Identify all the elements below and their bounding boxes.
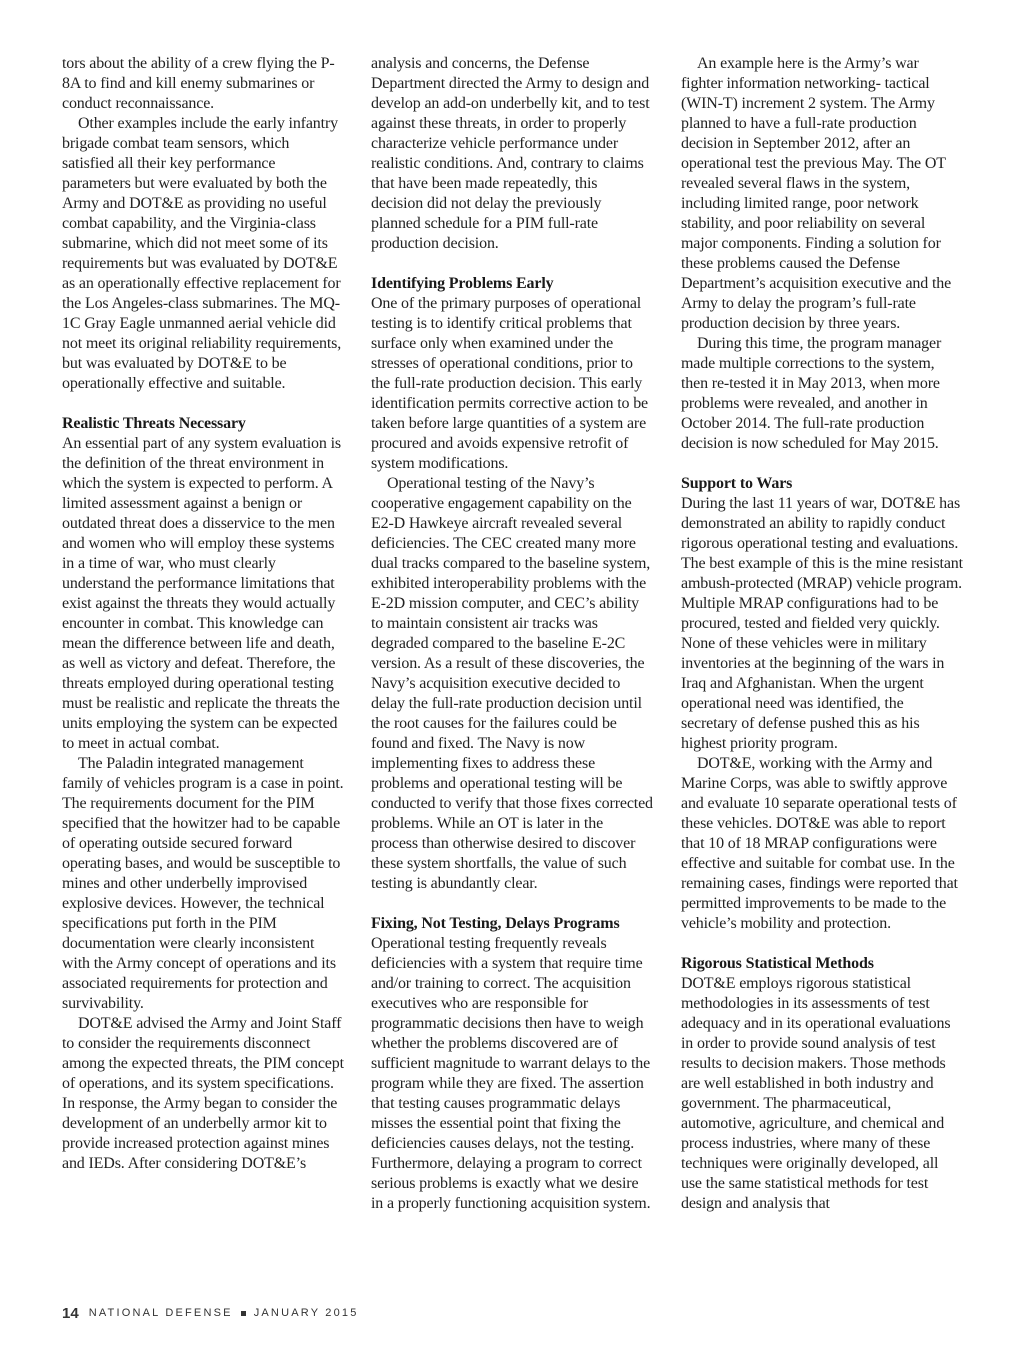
paragraph: An example here is the Army’s war fighter information networking- tactical (WIN-T) increment 2 system. The Army planned to have a full-rate production decision in September 2012, after an operational test the previous May. The OT revealed several flaws in the system, including limited range, poor network stability, and poor reliability on several major components. Finding a solution for these problems caused the Defense Department’s acquisition executive and the Army to delay the program’s full-rate production decision by three years.	[681, 55, 952, 332]
text-column-2	[371, 54, 653, 1214]
text-column-3	[681, 54, 963, 1214]
page-footer	[62, 1302, 359, 1324]
paragraph: DOT&E advised the Army and Joint Staff to consider the requirements disconnect among the expected threats, the PIM concept of operations, and its system specifications. In response, the Army began to consider the development of an underbelly armor kit to provide increased protection against mines and IEDs. After considering DOT&E’s	[62, 1015, 344, 1172]
square-bullet-icon	[241, 1311, 246, 1316]
paragraph: During the last 11 years of war, DOT&E has demonstrated an ability to rapidly conduct rigorous operational testing and evaluations. The best example of this is the mine resistant ambush-protected (MRAP) vehicle program. Multiple MRAP configurations had to be procured, tested and fielded very quickly. None of these vehicles were in military inventories at the beginning of the wars in Iraq and Afghanistan. When the urgent operational need was identified, the secretary of defense pushed this as his highest priority program.	[681, 495, 963, 752]
section-heading: Rigorous Statistical Methods	[681, 955, 874, 972]
paragraph: The Paladin integrated management family of vehicles program is a case in point. The requirements document for the PIM specified that the howitzer had to be capable of operating outside secured forward operating bases, and would be susceptible to mines and other underbelly improvised explosive devices. However, the technical specifications put forth in the PIM documentation were clearly inconsistent with the Army concept of operations and its associated requirements for protection and survivability.	[62, 755, 344, 1012]
page-number: 14	[62, 1304, 79, 1322]
section-heading: Fixing, Not Testing, Delays Programs	[371, 915, 620, 932]
paragraph: Other examples include the early infantry brigade combat team sensors, which satisfied all their key performance parameters but were evaluated by both the Army and DOT&E as providing no useful combat capability, and the Virginia-class submarine, which did not meet some of its requirements but was evaluated by DOT&E as an operationally effective replacement for the Los Angeles-class submarines. The MQ-1C Gray Eagle unmanned aerial vehicle did not meet its original reliability requirements, but was evaluated by DOT&E to be operationally effective and suitable.	[62, 115, 342, 392]
section-heading: Support to Wars	[681, 475, 793, 492]
section-heading: Realistic Threats Necessary	[62, 415, 246, 432]
section-heading: Identifying Problems Early	[371, 275, 554, 292]
paragraph: DOT&E employs rigorous statistical methodologies in its assessments of test adequacy and in its operational evaluations in order to provide sound analysis of test results to decision makers. Those methods are well established in both industry and government. The pharmaceutical, automotive, agriculture, and chemical and process industries, where many of these techniques were originally developed, all use the same statistical methods for test design and analysis that	[681, 975, 951, 1212]
paragraph: Operational testing of the Navy’s cooperative engagement capability on the E2-D Hawkeye aircraft revealed several deficiencies. The CEC created many more dual tracks compared to the baseline system, exhibited interoperability problems with the E-2D mission computer, and CEC’s ability to maintain consistent air tracks was degraded compared to the baseline E-2C version. As a result of these discoveries, the Navy’s acquisition executive decided to delay the full-rate production decision until the root causes for the failures could be found and fixed. The Navy is now implementing fixes to address these problems and operational testing will be conducted to verify that those fixes corrected problems. While an OT is later in the process than otherwise desired to discover these system shortfalls, the value of such testing is abundantly clear.	[371, 475, 653, 892]
paragraph: An essential part of any system evaluation is the definition of the threat environment in which the system is expected to perform. A limited assessment against a benign or outdated threat does a disservice to the men and women who will employ these systems in a time of war, who must clearly understand the performance limitations that exist against the threats they would actually encounter in combat. This knowledge can mean the difference between life and death, as well as victory and defeat. Therefore, the threats employed during operational testing must be realistic and replicate the threats the units employing the system can be expected to meet in actual combat.	[62, 435, 341, 752]
issue-date: JANUARY 2015	[253, 1307, 359, 1319]
paragraph: Operational testing frequently reveals deficiencies with a system that require time and/or training to correct. The acquisition executives who are responsible for programmatic decisions then have to weigh whether the problems discovered are of sufficient magnitude to warrant delays to the program while they are fixed. The assertion that testing causes programmatic delays misses the essential point that fixing the deficiencies causes delays, not the testing. Furthermore, delaying a program to correct serious problems is exactly what we desire in a properly functioning acquisition system.	[371, 935, 651, 1212]
paragraph: One of the primary purposes of operational testing is to identify critical problems that surface only when examined under the stresses of operational conditions, prior to the full-rate production decision. This early identification permits corrective action to be taken before large quantities of a system are procured and avoids expensive retrofit of system modifications.	[371, 295, 648, 472]
paragraph: analysis and concerns, the Defense Department directed the Army to design and develop an add-on underbelly kit, and to test against these threats, in order to properly characterize vehicle performance under realistic conditions. And, contrary to claims that have been made repeatedly, this decision did not delay the previously planned schedule for a PIM full-rate production decision.	[371, 55, 650, 252]
text-column-1	[62, 54, 344, 1174]
paragraph: tors about the ability of a crew flying the P-8A to find and kill enemy submarines or conduct reconnaissance.	[62, 55, 335, 112]
paragraph: During this time, the program manager made multiple corrections to the system, then re-tested it in May 2013, when more problems were revealed, and another in October 2014. The full-rate production decision is now scheduled for May 2015.	[681, 335, 942, 452]
publication-name: NATIONAL DEFENSE	[88, 1307, 233, 1319]
paragraph: DOT&E, working with the Army and Marine Corps, was able to swiftly approve and evaluate 10 separate operational tests of these vehicles. DOT&E was able to report that 10 of 18 MRAP configurations were effective and suitable for combat use. In the remaining cases, findings were reported that permitted improvements to be made to the vehicle’s mobility and protection.	[681, 755, 958, 932]
